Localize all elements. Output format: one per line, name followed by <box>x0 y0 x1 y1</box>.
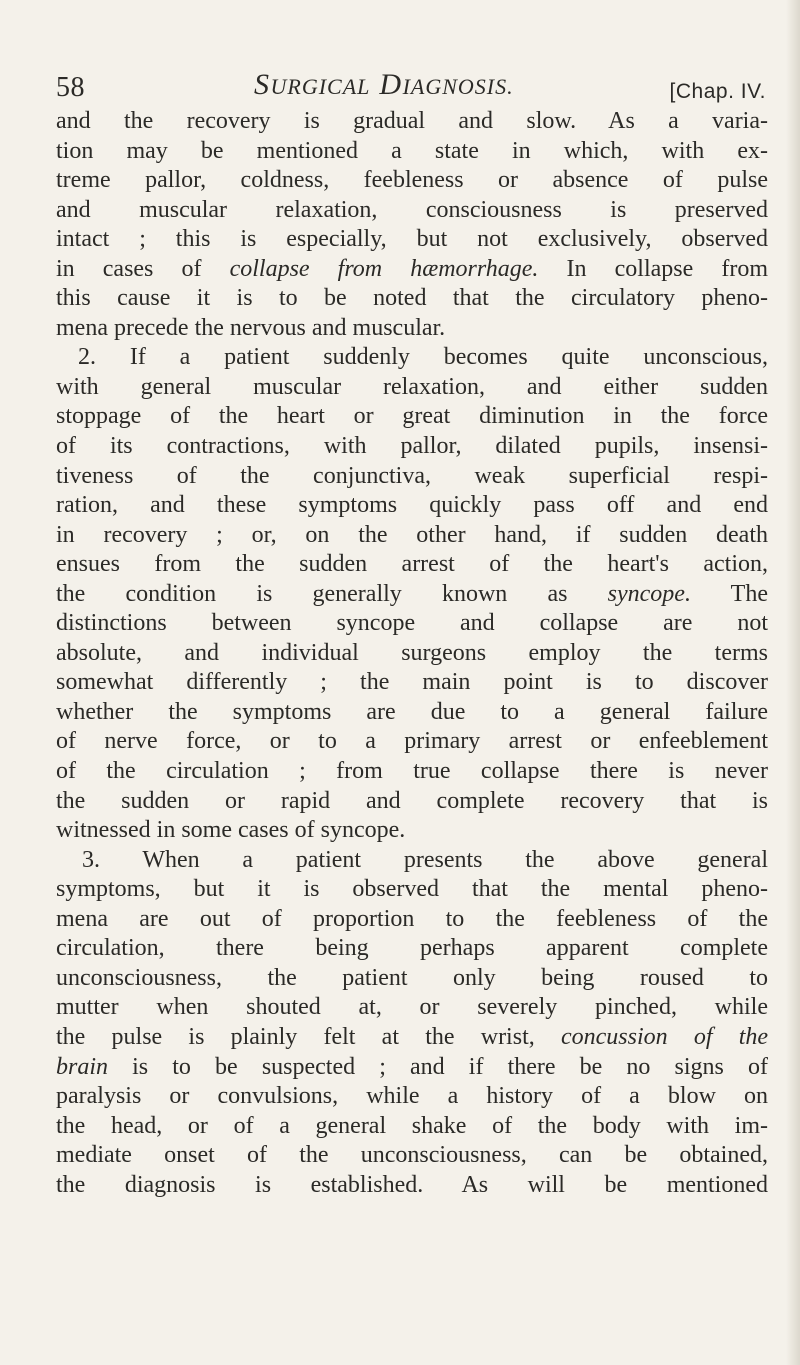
text-line: of the circulation ; from true collapse there is never <box>56 758 768 785</box>
text-line: in recovery ; or, on the other hand, if sudden death <box>56 521 768 548</box>
text-line: distinctions between syncope and collapse are not <box>56 610 768 637</box>
running-title: SURGICAL DIAGNOSIS. <box>254 68 514 101</box>
text-line: this cause it is to be noted that the circulatory pheno- <box>56 285 768 312</box>
text-line: ensues from the sudden arrest of the heart's action, <box>56 551 768 578</box>
text-line: the diagnosis is established. As will be mentioned <box>56 1171 768 1198</box>
text-line: 3. When a patient presents the above general <box>82 846 768 873</box>
text-line: mena are out of proportion to the feebleness of the <box>56 905 768 932</box>
text-line: the sudden or rapid and complete recovery that is <box>56 787 768 814</box>
text-line: the head, or of a general shake of the body with im- <box>56 1112 768 1139</box>
text-line: intact ; this is especially, but not exclusively, observed <box>56 226 768 253</box>
text-line: tion may be mentioned a state in which, with ex- <box>56 137 768 164</box>
text-line: somewhat differently ; the main point is to discover <box>56 669 768 696</box>
text-line: of its contractions, with pallor, dilated pupils, insensi- <box>56 433 768 460</box>
text-line: and the recovery is gradual and slow. As a varia- <box>56 108 768 134</box>
text-line: stoppage of the heart or great diminution in the force <box>56 403 768 430</box>
text-line: mediate onset of the unconsciousness, can be obtained, <box>56 1142 768 1169</box>
text-line: unconsciousness, the patient only being roused to <box>56 964 768 991</box>
text-line: mena precede the nervous and muscular. <box>56 314 446 341</box>
text-line: the condition is generally known as syncope. The <box>56 580 768 607</box>
text-line: in cases of collapse from hæmorrhage. In collapse from <box>56 255 768 282</box>
page-edge-shadow <box>786 0 800 1365</box>
text-line: of nerve force, or to a primary arrest or enfeeblement <box>56 728 768 755</box>
text-line: absolute, and individual surgeons employ the terms <box>56 639 768 666</box>
text-line: brain is to be suspected ; and if there be no signs of <box>56 1053 768 1080</box>
text-line: with general muscular relaxation, and either sudden <box>56 373 768 400</box>
italic-term: concussion of the <box>560 1023 769 1050</box>
text-line: circulation, there being perhaps apparent complete <box>56 935 768 962</box>
text-line: ration, and these symptoms quickly pass off and end <box>56 492 768 519</box>
text-line: mutter when shouted at, or severely pinched, while <box>56 994 768 1021</box>
text-line: symptoms, but it is observed that the mental pheno- <box>56 876 768 903</box>
italic-term: collapse from hæmorrhage. <box>229 255 539 282</box>
text-line: paralysis or convulsions, while a history of a blow on <box>56 1083 768 1110</box>
running-head <box>56 68 766 112</box>
text-line: witnessed in some cases of syncope. <box>56 817 406 844</box>
text-line: 2. If a patient suddenly becomes quite unconscious, <box>78 344 768 371</box>
text-line: and muscular relaxation, consciousness is preserved <box>56 196 768 223</box>
body-text <box>56 107 768 1200</box>
page-number: 58 <box>56 72 85 103</box>
text-line: the pulse is plainly felt at the wrist, concussion of the <box>56 1023 769 1050</box>
italic-term: brain <box>56 1053 109 1080</box>
chapter-reference: [Chap. IV. <box>669 80 766 103</box>
text-line: treme pallor, coldness, feebleness or absence of pulse <box>56 167 768 194</box>
text-line: whether the symptoms are due to a general failure <box>56 698 768 725</box>
text-line: tiveness of the conjunctiva, weak superficial respi- <box>56 462 768 489</box>
italic-term: syncope. <box>607 580 691 607</box>
